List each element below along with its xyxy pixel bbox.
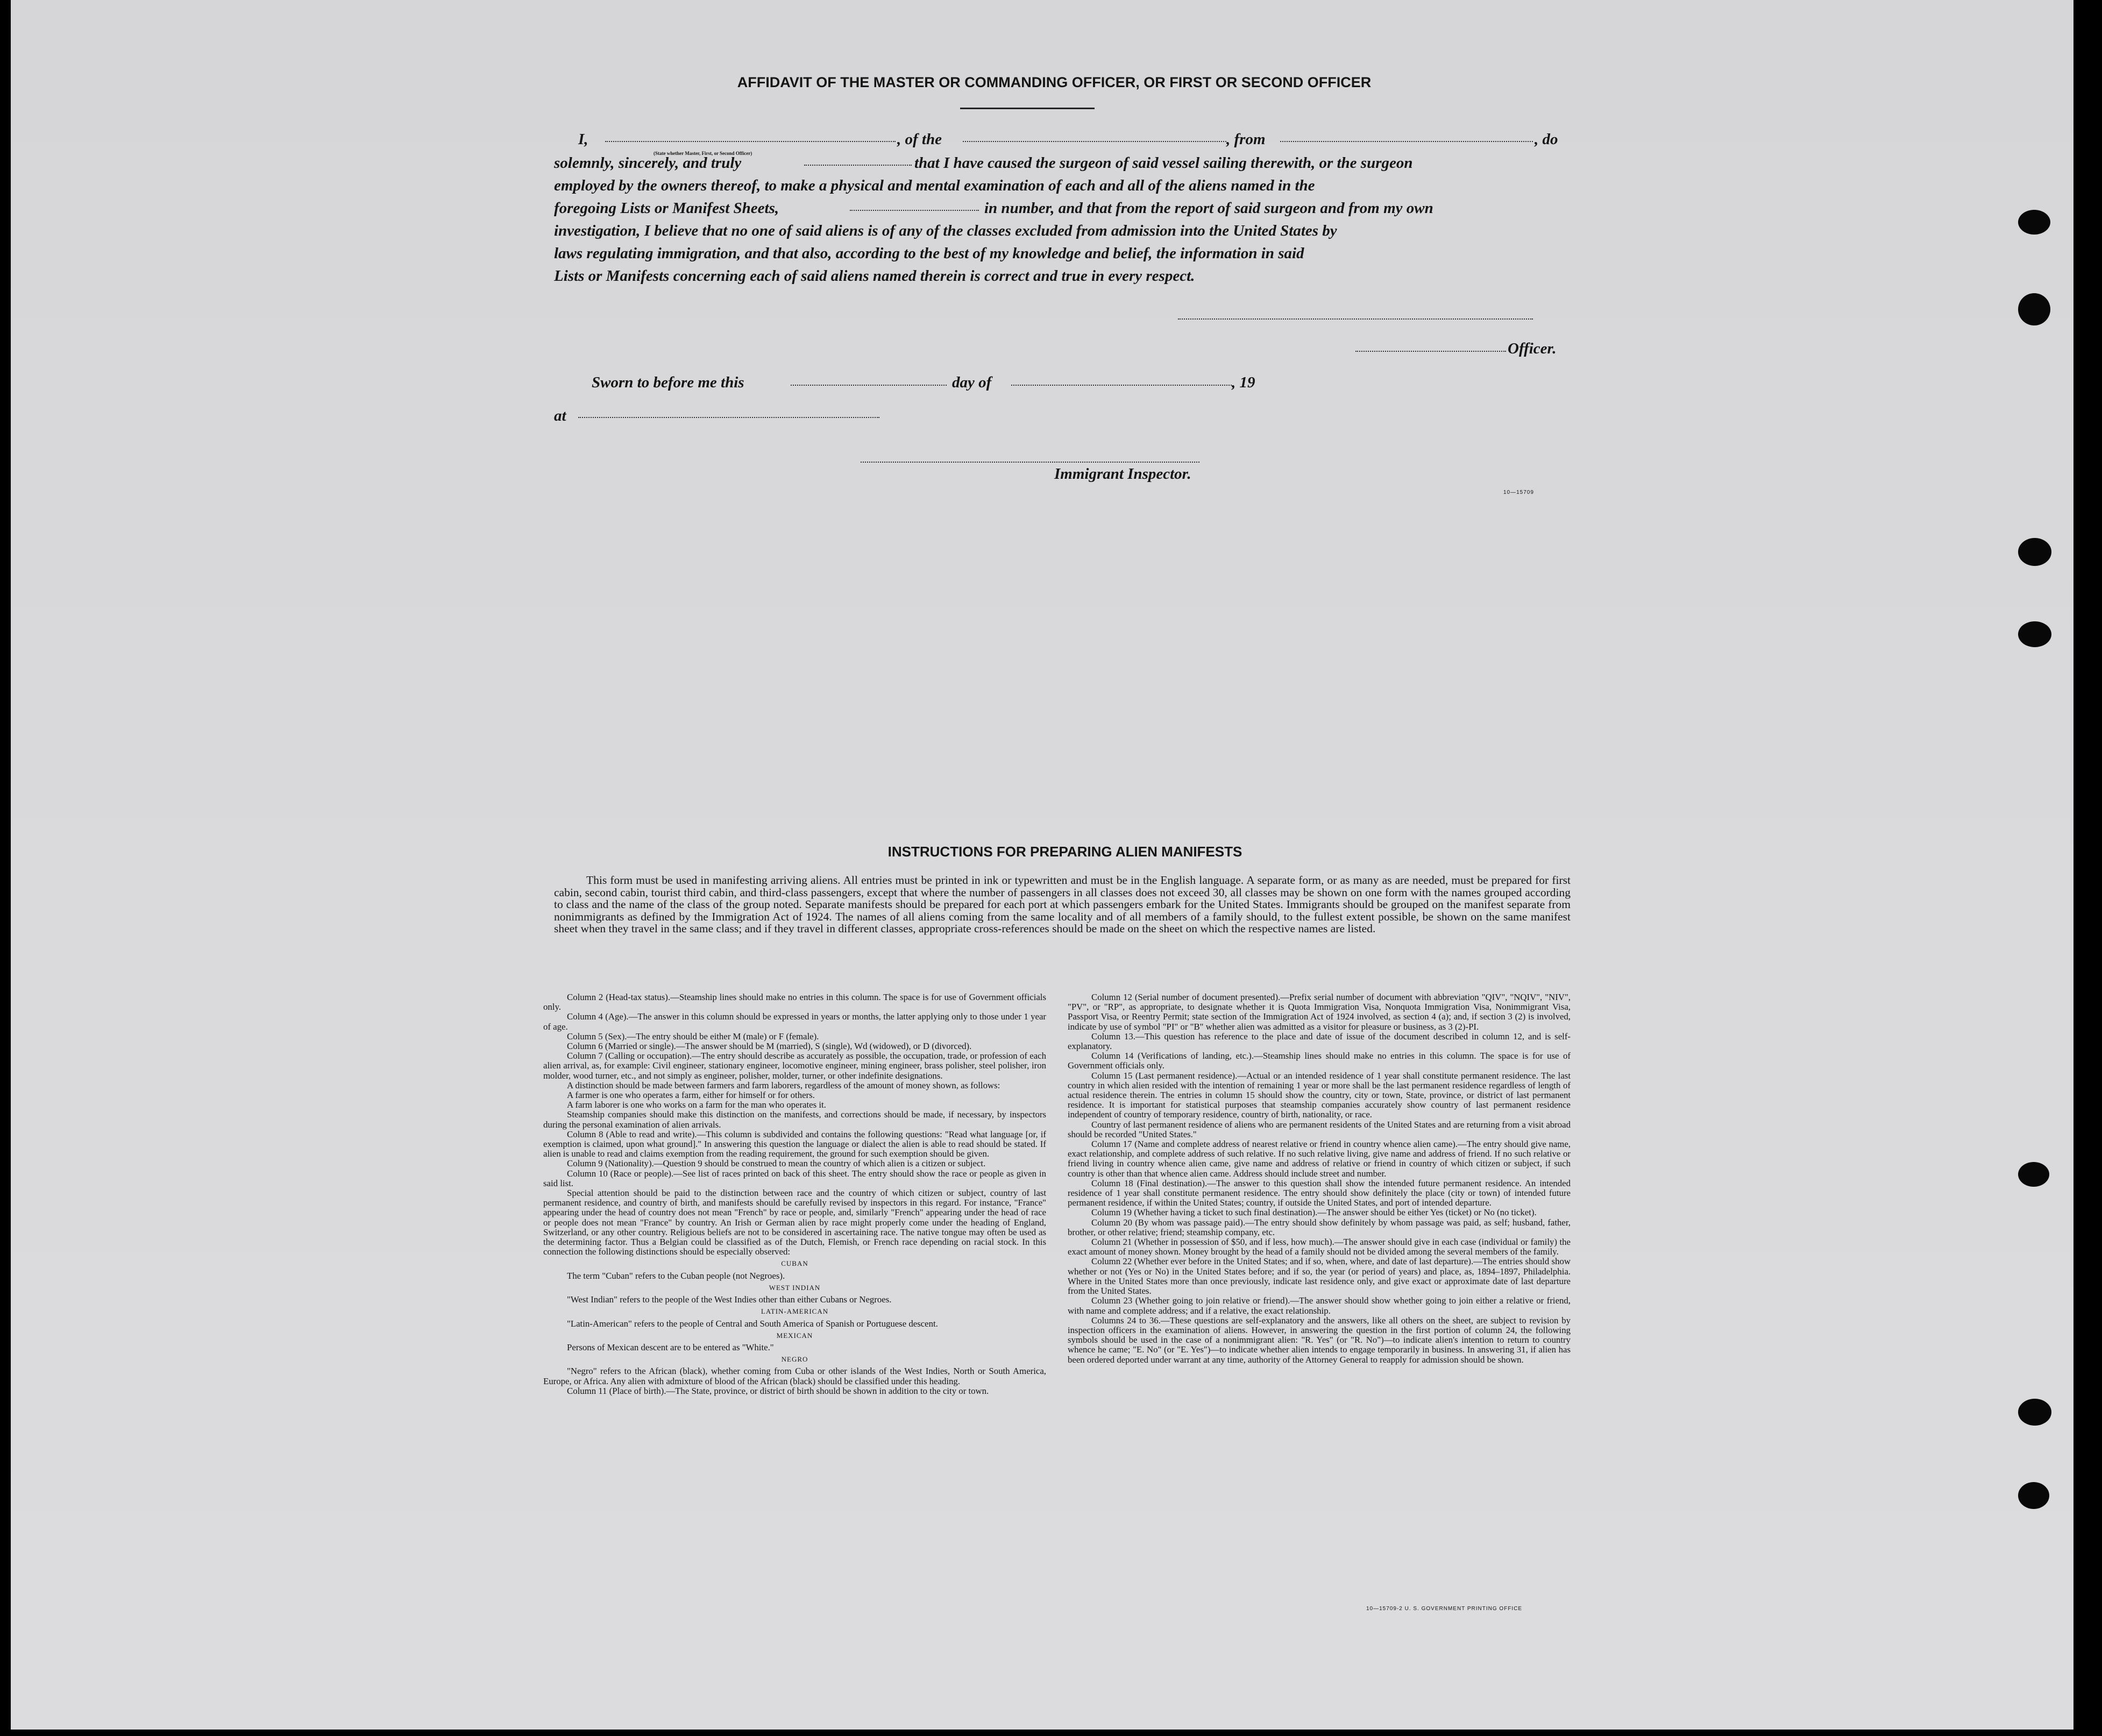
aff-line7: Lists or Manifests concerning each of said aliens named therein is correct and true in every respect. <box>554 267 1195 285</box>
cuban-text: The term "Cuban" refers to the Cuban people (not Negroes). <box>567 1270 785 1281</box>
vessel-name-field[interactable] <box>963 141 1226 142</box>
left-column <box>543 993 1046 1396</box>
west-indian-heading: WEST INDIAN <box>769 1283 821 1292</box>
form-number: 10—15709 <box>1503 490 1534 495</box>
at-label: at <box>554 407 566 424</box>
officer-field[interactable] <box>1355 351 1506 352</box>
negro-text: "Negro" refers to the African (black), whether coming from Cuba or other islands of the West Indies, North or South America, Europe, or Africa. Any alien with admixture of blood of the African (black) should be classified under this heading. <box>543 1366 1046 1386</box>
aff-from: , from <box>1226 131 1266 148</box>
race-distinction-text: Special attention should be paid to the distinction between race and the country of which citizen or subject, country of last permanent residence, and country of birth, and manifests should be carefully revised by inspectors in this regard. For instance, "France" appearing under the head of country does not mean "French" by race or people, and, similarly "French" appearing under the head of race or people does not mean "France" by country. An Irish or German alien by race might properly come under the heading of England, Switzerland, or any other country. Religious beliefs are not to be considered in ascertaining race. The native tongue may often be used as the determining factor. Thus a Belgian could be classified as of the Dutch, Flemish, or French race depending on racial stock. In this connection the following distinctions should be especially observed: <box>543 1188 1046 1257</box>
col23-text: Column 23 (Whether going to join relative or friend).—The answer should show whether going to join either a relative or friend, with name and complete address; and if a relative, the exact relationship. <box>1068 1295 1571 1316</box>
printing-office-footer: 10—15709-2 U. S. GOVERNMENT PRINTING OFFICE <box>1366 1606 1523 1612</box>
negro-heading: NEGRO <box>781 1355 808 1364</box>
col10-text: Column 10 (Race or people).—See list of races printed on back of this sheet. The entry should show the race or people as given in said list. <box>543 1168 1046 1188</box>
aff-line2b: that I have caused the surgeon of said vessel sailing therewith, or the surgeon <box>914 154 1413 172</box>
sworn-label: Sworn to before me this <box>592 374 744 391</box>
cuban-heading: CUBAN <box>781 1259 808 1268</box>
signature-line[interactable] <box>1178 318 1533 320</box>
binder-hole <box>2018 1162 2049 1187</box>
col18-text: Column 18 (Final destination).—The answer to this question shall show the intended future permanent residence. An intended residence of 1 year shall constitute permanent residence. The entry should show definitely the place (city or town) of intended future permanent residence, if within the United States; country, if outside the United States, and port of intended departure. <box>1068 1178 1571 1208</box>
aff-i: I, <box>578 131 588 148</box>
mexican-text: Persons of Mexican descent are to be entered as "White." <box>567 1342 774 1352</box>
col20-text: Column 20 (By whom was passage paid).—The entry should show definitely by whom passage was paid, as self; husband, father, brother, or other relative; friend; steamship company, etc. <box>1068 1217 1571 1237</box>
col6-text: Column 6 (Married or single).—The answer should be M (married), S (single), Wd (widowed), or D (divorced). <box>567 1041 972 1052</box>
instructions-intro <box>554 874 1571 935</box>
aff-line4a: foregoing Lists or Manifest Sheets, <box>554 200 779 217</box>
col8-text: Column 8 (Able to read and write).—This column is subdivided and contains the following questions: "Read what language [or, if exemption is claimed, upon what ground]." In answering this question the language or dialect the alien is able to read should be stated. If alien is unable to read and claims exemption from the reading requirement, the ground for such exemption should be given. <box>543 1129 1046 1159</box>
manifest-sheet <box>11 0 2073 1730</box>
aff-do: , do <box>1535 131 1558 148</box>
col5-text: Column 5 (Sex).—The entry should be either M (male) or F (female). <box>567 1031 819 1041</box>
binder-hole <box>2018 210 2050 235</box>
col15-text: Column 15 (Last permanent residence).—Actual or an intended residence of 1 year shall constitute permanent residence. The last country in which alien resided with the intention of remaining 1 year or more shall be the last permanent residence regardless of length of actual residence therein. The entries in column 15 should show the country, city or town, State, province, or district of last permanent residence. It is important for statistical purposes that steamship companies accurately show country of last permanent residence independent of country of temporary residence, country of birth, nationality, or race. <box>1068 1070 1571 1120</box>
truly-field[interactable] <box>804 165 912 166</box>
col12-text: Column 12 (Serial number of document presented).—Prefix serial number of document with abbreviation "QIV", "NQIV", "NIV", "PV", or "RP", as appropriate, to designate whether it is Quota Immigration Visa, Nonquota Immigration Visa, Nonimmigrant Visa, Passport Visa, or Reentry Permit; state section of the Immigration Act of 1924 involved, as section 4 (a); and, if section 3 (2) is involved, indicate by use of symbol "PI" or "B" whether alien was admitted as a visitor for pleasure or business, as 3 (2)-PI. <box>1068 992 1571 1032</box>
binder-hole <box>2018 1399 2051 1426</box>
year-label: , 19 <box>1232 374 1255 391</box>
residence-text: Country of last permanent residence of aliens who are permanent residents of the United States and are returning from a visit abroad should be recorded "United States." <box>1068 1119 1571 1139</box>
port-from-field[interactable] <box>1280 141 1533 142</box>
sworn-day-field[interactable] <box>791 385 947 386</box>
month-field[interactable] <box>1011 385 1232 386</box>
rank-note: (State whether Master, First, or Second Officer) <box>654 151 752 156</box>
farm-laborer-text: A farm laborer is one who works on a farm for the man who operates it. <box>567 1100 826 1110</box>
west-indian-text: "West Indian" refers to the people of the West Indies other than either Cubans or Negroes. <box>567 1294 892 1305</box>
aff-line4b: in number, and that from the report of said surgeon and from my own <box>984 200 1433 217</box>
steamship-text: Steamship companies should make this distinction on the manifests, and corrections should be made, if necessary, by inspectors during the personal examination of alien arrivals. <box>543 1109 1046 1130</box>
aff-line3: employed by the owners thereof, to make a physical and mental examination of each and all of the aliens named in the <box>554 177 1315 194</box>
farmer-text: A farmer is one who operates a farm, either for himself or for others. <box>567 1090 815 1101</box>
latin-american-text: "Latin-American" refers to the people of Central and South America of Spanish or Portuguese descent. <box>567 1318 938 1329</box>
place-field[interactable] <box>578 417 879 418</box>
col19-text: Column 19 (Whether having a ticket to such final destination).—The answer should be either Yes (ticket) or No (no ticket). <box>1091 1207 1537 1218</box>
day-of-label: day of <box>952 374 992 391</box>
col7-text: Column 7 (Calling or occupation).—The entry should describe as accurately as possible, the occupation, trade, or profession of each alien arrival, as, for example: Civil engineer, stationary engineer, locomotive engineer, mining engineer, brass polisher, steel polisher, iron molder, wood turner, etc., and not simply as engineer, polisher, molder, turner, or other indefinite designations. <box>543 1051 1046 1081</box>
col2-text: Column 2 (Head-tax status).—Steamship lines should make no entries in this column. The space is for use of Government officials only. <box>543 992 1046 1012</box>
mexican-heading: MEXICAN <box>776 1331 813 1340</box>
aff-line2a: solemnly, sincerely, and truly <box>554 154 742 172</box>
col24-36-text: Columns 24 to 36.—These questions are self-explanatory and the answers, like all others on the sheet, are subject to revision by inspection officers in the examination of aliens. However, in answering the question in the first portion of column 24, the following symbols should be used in the case of a nonimmigrant alien: "R. Yes" (or "R. No")—to indicate alien's intention to return to country whence he came; "E. No" (or "E. Yes")—to indicate whether alien intends to engage temporarily in business. In answering 31, if alien has been ordered deported under warrant at any time, authority of the Attorney General to reapply for admission should be shown. <box>1068 1315 1571 1365</box>
aff-line6: laws regulating immigration, and that also, according to the best of my knowledge and belief, the information in said <box>554 245 1304 262</box>
aff-line5: investigation, I believe that no one of said aliens is of any of the classes excluded from admission into the United States by <box>554 222 1337 239</box>
affidavit-title: AFFIDAVIT OF THE MASTER OR COMMANDING OFFICER, OR FIRST OR SECOND OFFICER <box>737 74 1372 90</box>
col21-text: Column 21 (Whether in possession of $50, and if less, how much).—The answer should give in each case (individual or family) the exact amount of money shown. Money brought by the head of a family should not be divided among the several members of the family. <box>1068 1237 1571 1257</box>
col9-text: Column 9 (Nationality).—Question 9 should be construed to mean the country of which alien is a citizen or subject. <box>567 1158 986 1169</box>
officer-rank-field[interactable] <box>605 141 896 142</box>
farmer-distinction-text: A distinction should be made between farmers and farm laborers, regardless of the amount of money shown, as follows: <box>567 1080 1000 1090</box>
inspector-label: Immigrant Inspector. <box>1054 465 1191 483</box>
instructions-title: INSTRUCTIONS FOR PREPARING ALIEN MANIFESTS <box>887 844 1242 860</box>
right-column <box>1068 993 1571 1365</box>
col22-text: Column 22 (Whether ever before in the United States; and if so, when, where, and date of last departure).—The entries should show whether or not (Yes or No) in the United States before; and if so, the year (or period of years) and place, as, 1894–1897, Philadelphia. Where in the United States more than once previously, indicate last residence only, and give exact or approximate date of last departure from the United States. <box>1068 1256 1571 1296</box>
officer-label: Officer. <box>1508 340 1557 357</box>
binder-hole <box>2018 293 2050 325</box>
col17-text: Column 17 (Name and complete address of nearest relative or friend in country whence alien came).—The entry should give name, exact relationship, and complete address of such relative. If no such relative living, give name and address of friend. If no such relative or friend living in country whence alien came, give name and address of relative or friend in country of which citizen or subject, if such country is other than that whence alien came. Address should include street and number. <box>1068 1139 1571 1179</box>
col14-text: Column 14 (Verifications of landing, etc.).—Steamship lines should make no entries in this column. The space is for use of Government officials only. <box>1068 1051 1571 1071</box>
binder-hole <box>2018 621 2051 647</box>
binder-hole <box>2018 538 2051 566</box>
aff-of-the: , of the <box>897 131 942 148</box>
title-rule <box>960 108 1095 109</box>
col11-text: Column 11 (Place of birth).—The State, province, or district of birth should be shown in addition to the city or town. <box>567 1385 989 1396</box>
latin-american-heading: LATIN-AMERICAN <box>761 1307 829 1316</box>
binder-hole <box>2018 1482 2049 1509</box>
number-field[interactable] <box>850 210 979 211</box>
intro-text: This form must be used in manifesting arriving aliens. All entries must be printed in ink or typewritten and must be in the English language. A separate form, or as many as are needed, must be prepared for first cabin, second cabin, tourist third cabin, and third-class passengers, except that where the number of passengers in all classes does not exceed 30, all classes may be shown on one form with the names grouped according to class and the name of the class of the group noted. Separate manifests should be prepared for each port at which passengers embark for the United States. Immigrants should be grouped on the manifest separate from nonimmigrants as defined by the Immigration Act of 1924. The names of all aliens coming from the same locality and of all members of a family should, to the fullest extent possible, be shown on the same manifest sheet when they travel in the same class; and if they travel in different classes, appropriate cross-references should be made on the sheet on which the respective names are listed. <box>554 874 1571 936</box>
col4-text: Column 4 (Age).—The answer in this column should be expressed in years or months, the latter applying only to those under 1 year of age. <box>543 1011 1046 1032</box>
col13-text: Column 13.—This question has reference to the place and date of issue of the document described in column 12, and is self-explanatory. <box>1068 1031 1571 1052</box>
